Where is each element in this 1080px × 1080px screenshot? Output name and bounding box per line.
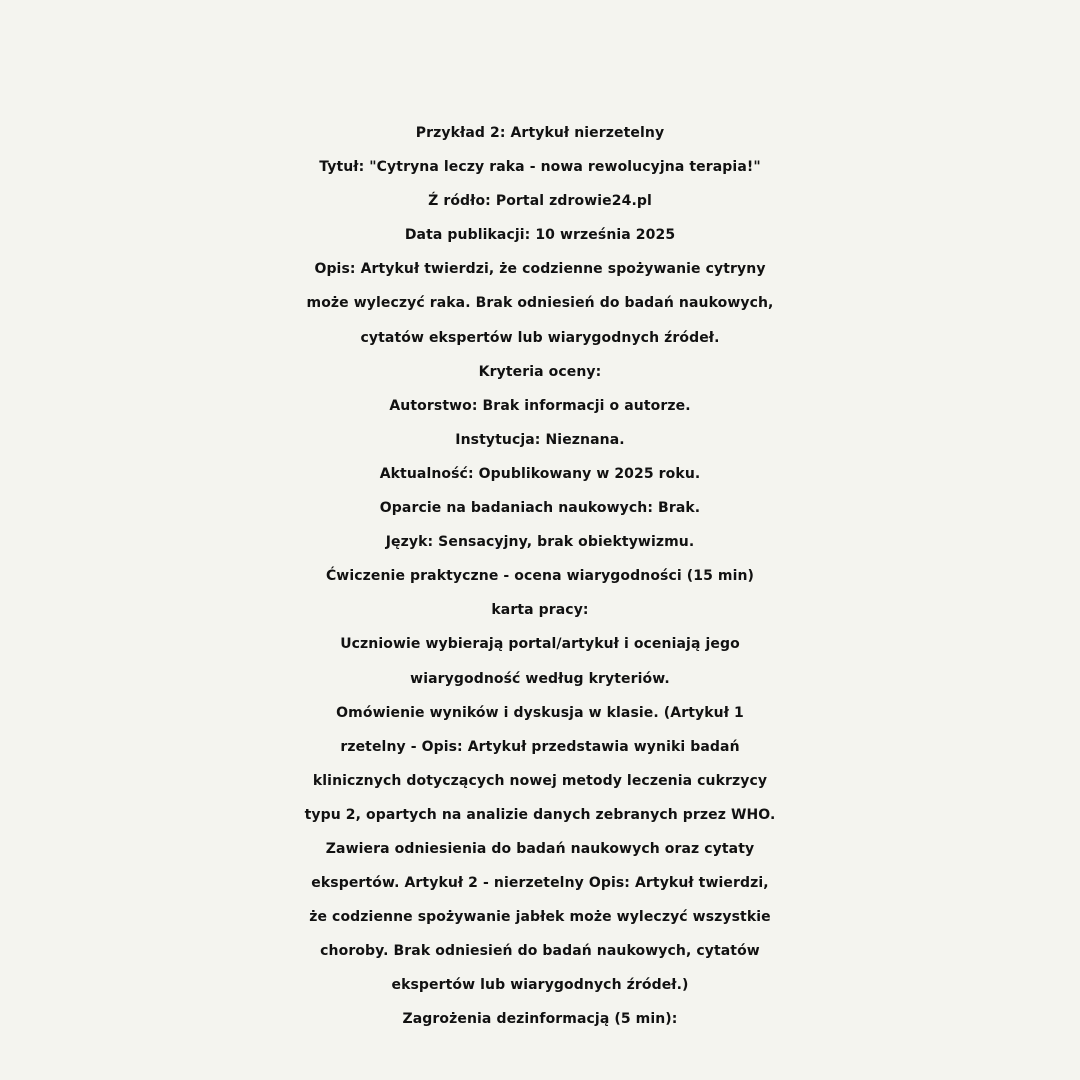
exercise-text-line: wiarygodność według kryteriów. xyxy=(410,670,670,687)
discussion-text-line: choroby. Brak odniesień do badań naukowych, cytatów xyxy=(320,943,760,960)
discussion-text-line: ekspertów. Artykuł 2 - nierzetelny Opis: Artykuł twierdzi, xyxy=(311,875,769,892)
example-heading: Przykład 2: Artykuł nierzetelny xyxy=(415,125,665,141)
criterion-institution: Instytucja: Nieznana. xyxy=(455,431,625,448)
discussion-text-line: Zawiera odniesienia do badań naukowych oraz cytaty xyxy=(325,840,755,857)
criterion-research-basis: Oparcie na badaniach naukowych: Brak. xyxy=(379,500,701,517)
criteria-heading: Kryteria oceny: xyxy=(478,363,602,380)
article-title-line: Tytuł: "Cytryna leczy raka - nowa rewolucyjna terapia!" xyxy=(319,159,761,176)
description-line: Opis: Artykuł twierdzi, że codzienne spożywanie cytryny xyxy=(314,261,766,278)
publication-date-line: Data publikacji: 10 września 2025 xyxy=(404,227,676,244)
discussion-text-line: Omówienie wyników i dyskusja w klasie. (Artykuł 1 xyxy=(336,704,744,721)
source-line: Ź ródło: Portal zdrowie24.pl xyxy=(428,193,652,210)
criterion-timeliness: Aktualność: Opublikowany w 2025 roku. xyxy=(379,465,701,482)
discussion-text-line: rzetelny - Opis: Artykuł przedstawia wyniki badań xyxy=(340,738,740,755)
description-line: cytatów ekspertów lub wiarygodnych źródeł. xyxy=(360,329,720,346)
document-body xyxy=(0,116,1080,1037)
worksheet-label: karta pracy: xyxy=(491,602,589,619)
discussion-text-line: że codzienne spożywanie jabłek może wyleczyć wszystkie xyxy=(309,909,771,926)
discussion-text-line: typu 2, opartych na analizie danych zebranych przez WHO. xyxy=(304,806,776,823)
disinformation-heading: Zagrożenia dezinformacją (5 min): xyxy=(402,1011,678,1028)
discussion-text-line: klinicznych dotyczących nowej metody leczenia cukrzycy xyxy=(312,772,768,789)
exercise-text-line: Uczniowie wybierają portal/artykuł i oceniają jego xyxy=(340,636,740,653)
criterion-authorship: Autorstwo: Brak informacji o autorze. xyxy=(389,397,691,414)
description-line: może wyleczyć raka. Brak odniesień do badań naukowych, xyxy=(306,295,774,312)
criterion-language: Język: Sensacyjny, brak obiektywizmu. xyxy=(385,534,695,551)
exercise-heading: Ćwiczenie praktyczne - ocena wiarygodności (15 min) xyxy=(325,568,755,585)
discussion-text-line: ekspertów lub wiarygodnych źródeł.) xyxy=(391,977,689,994)
